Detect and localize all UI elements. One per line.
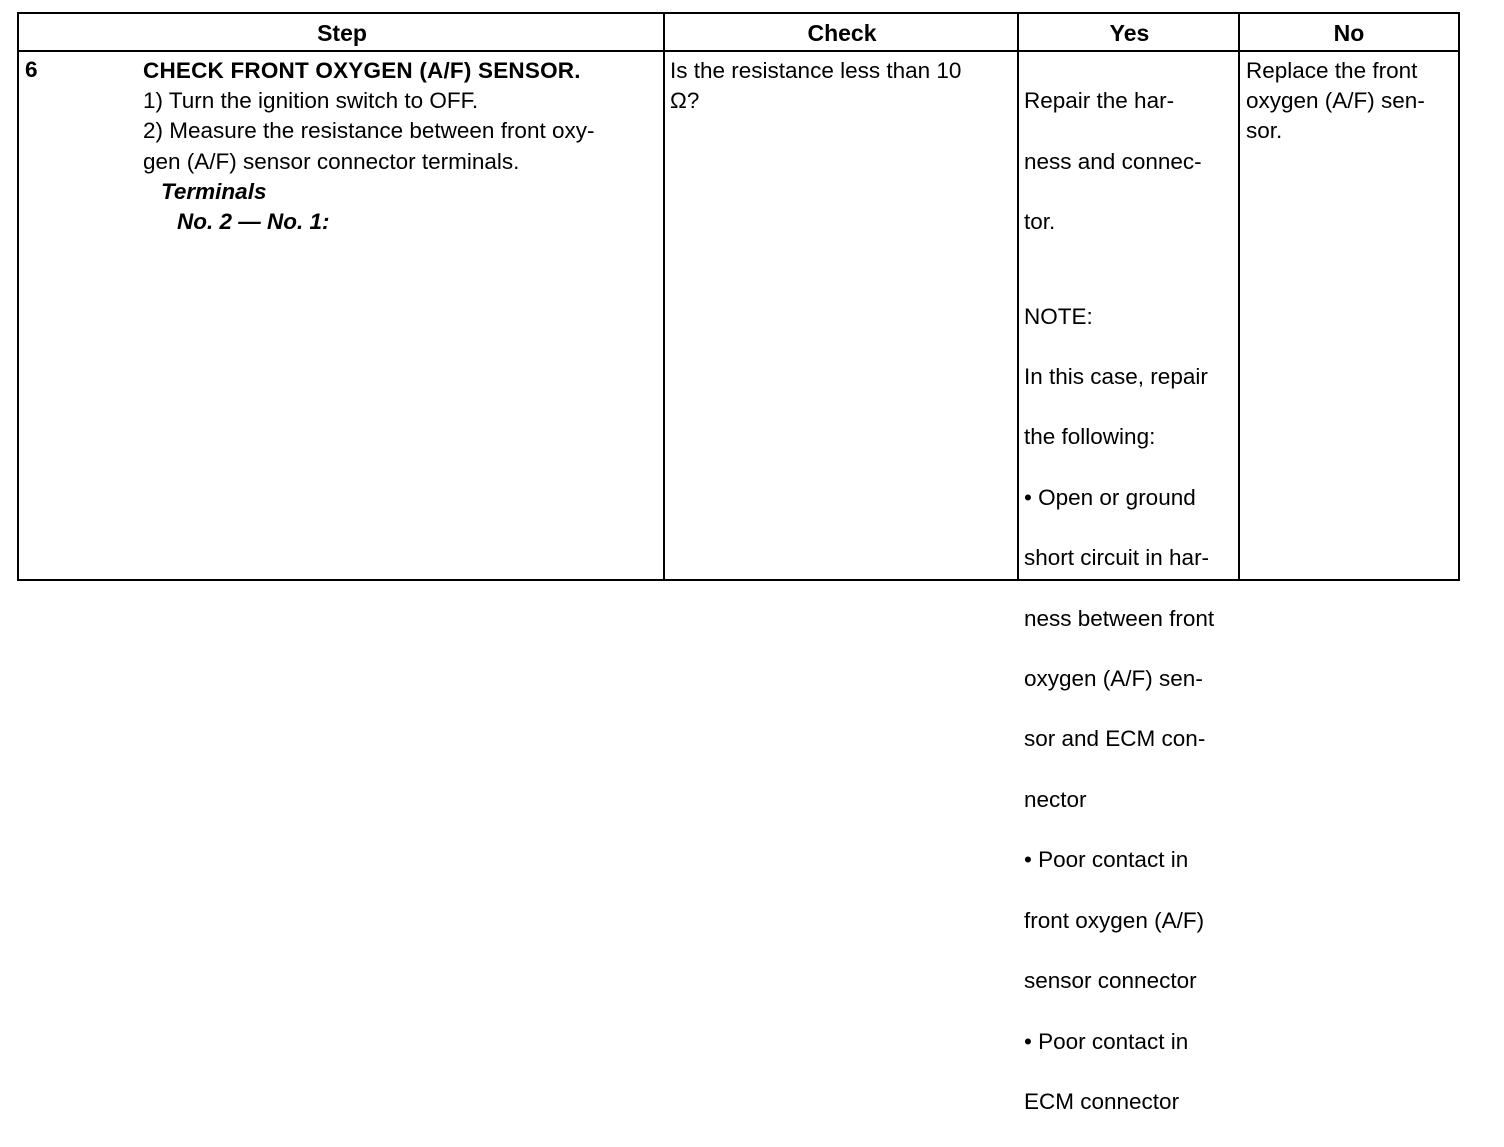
yes-note-line: sor and ECM con- xyxy=(1024,726,1206,752)
yes-line: ness and connec- xyxy=(1024,148,1202,174)
step-number: 6 xyxy=(25,57,38,82)
step-instruction-1: 1) Turn the ignition switch to OFF. xyxy=(143,88,479,114)
yes-note-line: the following: xyxy=(1024,424,1156,450)
column-divider-check-yes xyxy=(1017,14,1019,579)
yes-note-label: NOTE: xyxy=(1024,303,1093,329)
yes-line: Repair the har- xyxy=(1024,88,1175,114)
yes-note-line: • Open or ground xyxy=(1024,484,1196,510)
yes-note-line: • Poor contact in xyxy=(1024,847,1189,873)
yes-note-line: ECM connector xyxy=(1024,1088,1180,1114)
check-question: Is the resistance less than 10 Ω? xyxy=(670,58,962,114)
column-divider-yes-no xyxy=(1238,14,1240,579)
terminals-value: No. 2 — No. 1: xyxy=(177,209,330,235)
yes-note-line: • Poor contact in xyxy=(1024,1028,1189,1054)
yes-note-line: nector xyxy=(1024,786,1087,812)
yes-note-line: ness between front xyxy=(1024,605,1215,631)
yes-note-line: In this case, repair xyxy=(1024,364,1208,390)
yes-note-line: sensor connector xyxy=(1024,968,1197,994)
header-step: Step xyxy=(317,19,367,46)
terminals-label: Terminals xyxy=(161,178,267,204)
yes-note-line: short circuit in har- xyxy=(1024,545,1210,571)
column-divider-step-check xyxy=(663,14,665,579)
header-no: No xyxy=(1333,19,1365,46)
note-spacer xyxy=(1024,267,1238,271)
step-title: CHECK FRONT OXYGEN (A/F) SENSOR. xyxy=(143,58,581,83)
header-check: Check xyxy=(807,19,877,46)
header-yes: Yes xyxy=(1109,19,1150,46)
yes-note-line: front oxygen (A/F) xyxy=(1024,907,1205,933)
yes-line: tor. xyxy=(1024,209,1056,235)
no-action: Replace the front oxygen (A/F) sen- sor. xyxy=(1246,58,1425,144)
yes-action xyxy=(1024,56,1238,1147)
step-instruction-3: gen (A/F) sensor connector terminals. xyxy=(143,148,520,174)
step-content xyxy=(143,56,663,237)
step-instruction-2: 2) Measure the resistance between front oxy- xyxy=(143,118,595,144)
yes-note-line: oxygen (A/F) sen- xyxy=(1024,666,1203,692)
diagnostic-table xyxy=(17,12,1460,1114)
